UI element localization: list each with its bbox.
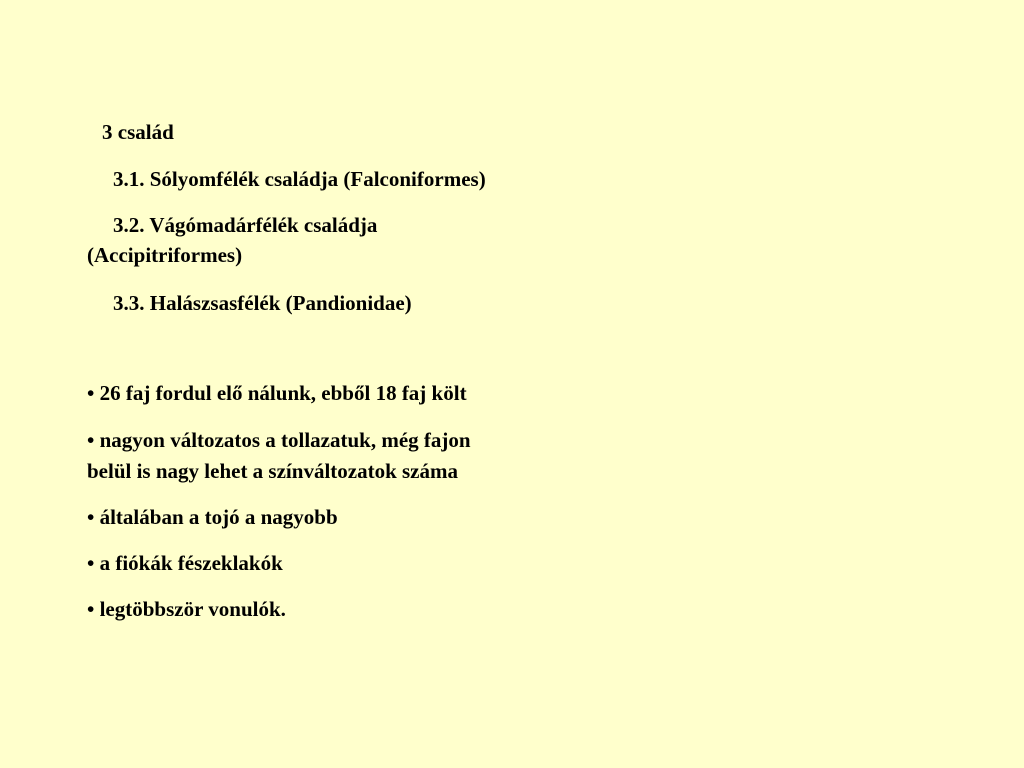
bullet-plumage-continuation: belül is nagy lehet a színváltozatok száma (87, 459, 458, 483)
bullet-nestlings: • a fiókák fészeklakók (87, 551, 283, 575)
bullet-female-larger: • általában a tojó a nagyobb (87, 505, 338, 529)
family-item-falconiformes: 3.1. Sólyomfélék családja (Falconiformes) (113, 167, 486, 191)
bullet-migratory: • legtöbbször vonulók. (87, 597, 286, 621)
family-item-accipitriformes: 3.2. Vágómadárfélék családja (113, 213, 378, 237)
family-item-accipitriformes-continuation: (Accipitriformes) (87, 243, 243, 267)
family-item-pandionidae: 3.3. Halászsasfélék (Pandionidae) (113, 291, 412, 315)
bullet-species-count: • 26 faj fordul elő nálunk, ebből 18 faj költ (87, 381, 467, 405)
section-heading: 3 család (102, 120, 174, 144)
bullet-plumage: • nagyon változatos a tollazatuk, még fajon (87, 428, 471, 452)
